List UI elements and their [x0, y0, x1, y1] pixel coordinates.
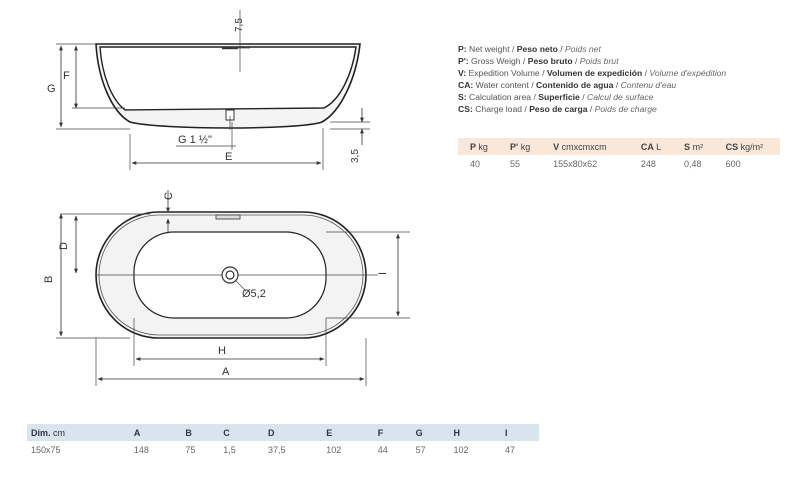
label-drain-diameter: Ø5,2: [242, 288, 266, 300]
label-D: D: [58, 242, 70, 250]
dim-cell: 57: [415, 444, 426, 455]
dim-table-row: [27, 441, 539, 458]
label-I: I: [377, 271, 389, 275]
legend: [458, 43, 726, 116]
spec-cell: 40: [470, 158, 481, 169]
label-C: C: [163, 192, 175, 200]
dim-cell: 37,5: [267, 444, 286, 455]
label-E: E: [225, 151, 233, 163]
dim-cell: 47: [504, 444, 515, 455]
label-drain-thread: G 1 ½": [178, 134, 212, 146]
legend-row: V: Expedition Volume / Volumen de expedición / Volume d'expédition: [458, 68, 727, 79]
dim-cell: 148: [133, 444, 149, 455]
dim-header-cell: F: [374, 424, 412, 441]
dim-cell: 150x75: [31, 444, 61, 455]
top-view: [43, 190, 410, 386]
dim-cell: 44: [377, 444, 388, 455]
legend-row: P: Net weight / Peso neto / Poids net: [458, 44, 601, 54]
tub-side-inner: [100, 47, 356, 110]
dim-header-cell: A: [130, 424, 181, 441]
label-H: H: [218, 345, 226, 357]
dim-cell: 102: [453, 444, 469, 455]
dim-table-header: [27, 424, 539, 441]
side-view: [47, 10, 370, 170]
label-B: B: [43, 275, 55, 283]
dimension-table: [27, 424, 539, 458]
spec-header-cell: CS kg/m²: [714, 138, 780, 155]
dim-cell: 1,5: [223, 444, 236, 455]
spec-cell: 55: [510, 158, 521, 169]
dim-header-cell: Dim. cm: [27, 424, 130, 441]
legend-row: P': Gross Weigh / Peso bruto / Poids brut: [458, 56, 619, 67]
dim-cell: 102: [326, 444, 342, 455]
label-G: G: [47, 83, 56, 95]
dim-header-cell: H: [450, 424, 501, 441]
spec-cell: 0,48: [684, 158, 702, 169]
spec-table-row: [458, 155, 780, 172]
legend-row: S: Calculation area / Superficie / Calcul de surface: [458, 92, 654, 103]
legend-row: CA: Water content / Contenido de agua / Contenu d'eau: [458, 80, 677, 91]
spec-header-cell: P kg: [458, 138, 498, 155]
label-3-5: 3,5: [350, 149, 361, 163]
drain-inner: [226, 271, 234, 279]
legend-row: CS: Charge load / Peso de carga / Poids de charge: [458, 104, 657, 115]
label-F: F: [63, 70, 70, 82]
spec-header-cell: P' kg: [498, 138, 541, 155]
spec-cell: 248: [640, 158, 656, 169]
dim-cell: 75: [185, 444, 196, 455]
dim-header-cell: B: [181, 424, 219, 441]
dim-header-cell: C: [219, 424, 264, 441]
dim-header-cell: G: [412, 424, 450, 441]
spec-header-cell: CA L: [629, 138, 672, 155]
spec-cell: 155x80x62: [553, 158, 598, 169]
spec-header-cell: V cmxcmxcm: [541, 138, 629, 155]
spec-table: [458, 138, 780, 172]
spec-header-cell: S m²: [672, 138, 714, 155]
dim-header-cell: I: [501, 424, 539, 441]
dim-header-cell: E: [322, 424, 373, 441]
dim-header-cell: D: [264, 424, 322, 441]
spec-table-header: [458, 138, 780, 155]
label-7-5: 7,5: [234, 18, 245, 32]
label-A: A: [222, 366, 230, 378]
spec-cell: 600: [725, 158, 741, 169]
